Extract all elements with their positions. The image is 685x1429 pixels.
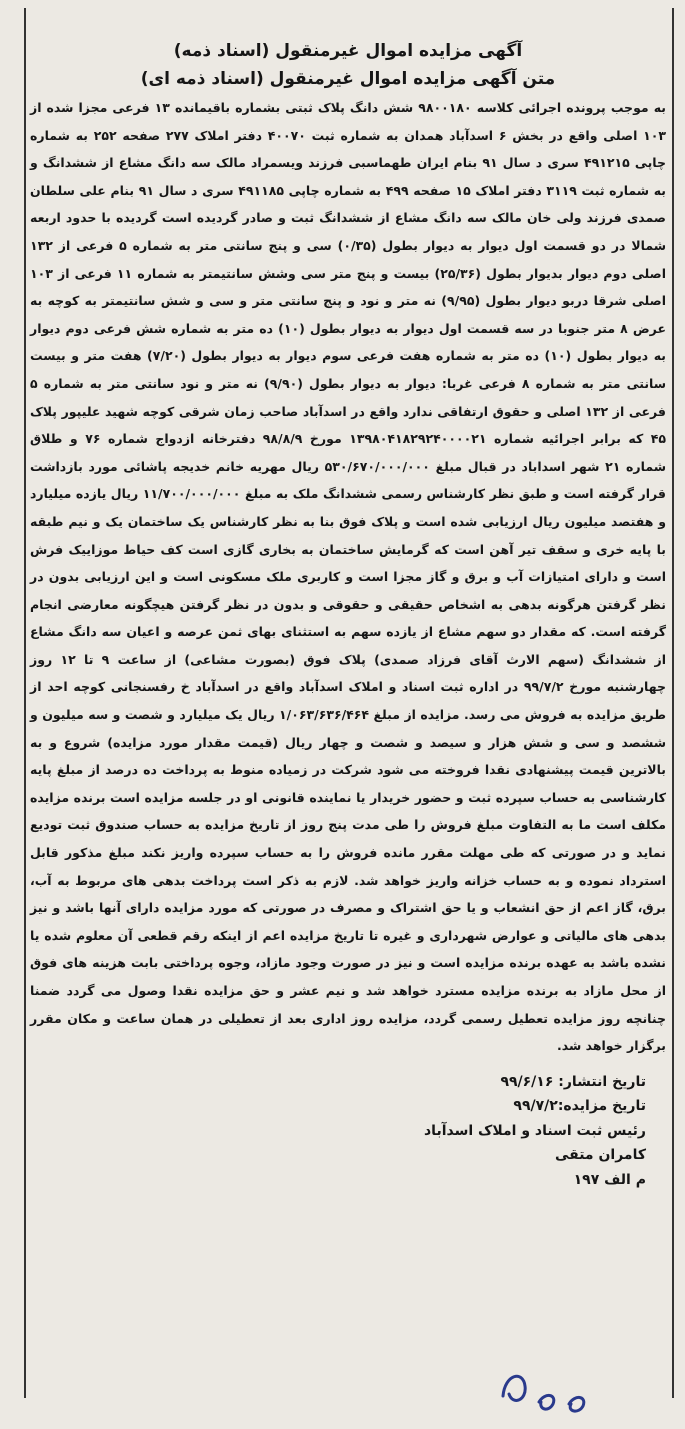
notice-subtitle: متن آگهی مزایده اموال غیرمنقول (اسناد ذمه ای)	[140, 69, 556, 89]
notice-content	[30, 40, 666, 1192]
publish-date: تاریخ انتشار: ۹۹/۶/۱۶	[500, 1073, 646, 1090]
auction-date: تاریخ مزایده:۹۹/۷/۲	[513, 1098, 646, 1115]
notice-title: آگهی مزایده اموال غیرمنقول (اسناد ذمه)	[173, 41, 523, 61]
signer-title: رئیس ثبت اسناد و املاک اسدآباد	[424, 1122, 646, 1139]
notice-body: به موجب پرونده اجرائی کلاسه ۹۸۰۰۱۸۰ شش دانگ پلاک ثبتی بشماره باقیمانده ۱۳ فرعی مجزا شده از ۱۰۳ اصلی واقع در بخش ۶ اسدآباد همدان به شماره ثبت ۴۰۰۷۰ دفتر املاک ۲۷۷ صفحه ۲۵۲ به شماره چاپی ۴۹۱۲۱۵ سری د سال ۹۱ بنام ایران طهماسبی فرزند ویسمراد مالک سه دانگ مشاع از ششدانگ و به شماره ثبت ۳۱۱۹ دفتر املاک ۱۵ صفحه ۴۹۹ به شماره چاپی ۴۹۱۱۸۵ سری د سال ۹۱ بنام علی سلطان صمدی فرزند ولی خان مالک سه دانگ مشاع از ششدانگ ثبت و صادر گردیده است گردیده با حدود اربعه شمالا در دو قسمت اول دیوار به دیوار بطول (۰/۳۵) سی و پنج سانتی متر به شماره ۵ فرعی از ۱۳۲ اصلی دوم دیوار بدیوار بطول (۲۵/۳۶) بیست و پنج متر سی وشش سانتیمتر به شماره ۱۱ فرعی از ۱۰۳ اصلی شرقا دربو دیوار بطول (۹/۹۵) نه متر و نود و پنج سانتی متر و سی و شش سانتیمتر به کوچه به عرض ۸ متر جنوبا در سه قسمت اول دیوار به دیوار بطول (۱۰) ده متر به شماره شش فرعی دوم دیوار به دیوار بطول (۱۰) ده متر به شماره هفت فرعی سوم دیوار به دیوار بطول (۷/۲۰) هفت متر و بیست سانتی متر به شماره ۸ فرعی غربا: دیوار به دیوار بطول (۹/۹۰) نه متر و نود سانتی متر به شماره ۵ فرعی از ۱۳۲ اصلی و حقوق ارتفاقی ندارد واقع در اسدآباد صاحب زمان شرقی کوچه شهید علیپور پلاک ۴۵ که برابر اجرائیه شماره ۱۳۹۸۰۴۱۸۲۹۲۴۰۰۰۰۲۱ مورخ ۹۸/۸/۹ دفترخانه ازدواج شماره ۷۶ و طلاق شماره ۲۱ شهر اسداباد در قبال مبلغ ۵۳۰/۶۷۰/۰۰۰/۰۰۰ ریال مهریه خانم خدیجه پاشائی مورد بازداشت قرار گرفته است و طبق نظر کارشناس رسمی ششدانگ ملک به مبلغ ۱۱/۷۰۰/۰۰۰/۰۰۰ ریال یازده میلیارد و هفتصد میلیون ریال ارزیابی شده است و پلاک فوق بنا به نظر کارشناس یک ساختمان یک و نیم طبقه با پایه خری و سقف تیر آهن است که گرمایش ساختمان به بخاری گازی است کف حیاط موزاییک فرش است و دارای امتیازات آب و برق و گاز مجزا است و کاربری ملک مسکونی است و این ارزیابی بدون در نظر گرفتن هرگونه بدهی به اشخاص حقیقی و حقوقی و بدون در نظر گرفتن هیچگونه معارضی انجام گرفته است. که مقدار دو سهم مشاع از یازده سهم به استثنای بهای ثمن عرصه و اعیان سه دانگ مشاع از ششدانگ (سهم الارث آقای فرزاد صمدی) پلاک فوق (بصورت مشاعی) از ساعت ۹ تا ۱۲ روز چهارشنبه مورخ ۹۹/۷/۲ در اداره ثبت اسناد و املاک اسدآباد واقع در اسدآباد خ رفسنجانی کوچه احد از طریق مزایده به فروش می رسد. مزایده از مبلغ ۱/۰۶۳/۶۳۶/۴۶۴ ریال یک میلیارد و شصت و سه میلیون و ششصد و سی و شش هزار و سیصد و شصت و چهار ریال (قیمت مقدار مورد مزایده) شروع و به بالاترین قیمت پیشنهادی نقدا فروخته می شود شرکت در زمیاده منوط به پرداخت ده درصد از مبلغ پایه کارشناسی به حساب سپرده ثبت و حضور خریدار یا نماینده قانونی او در جلسه مزایده است برنده مزایده مکلف است ما به التفاوت مبلغ فروش را طی مدت پنج روز از تاریخ مزایده به حساب صندوق ثبت تودیع نماید و در صورتی که طی مهلت مقرر مانده فروش را به حساب سپرده واریز نکند مبلغ مذکور قابل استرداد نموده و به حساب خزانه واریز خواهد شد. لازم به ذکر است پرداخت بدهی های مربوط به آب، برق، گاز اعم از حق انشعاب و یا حق اشتراک و مصرف در صورتی که مورد مزایده دارای آنها باشد و نیز بدهی های مالیاتی و عوارض شهرداری و غیره تا تاریخ مزایده اعم از اینکه رقم قطعی آن معلوم شده یا نشده باشد به عهده برنده مزایده است و نیز در صورت وجود مازاد، وجوه پرداختی بابت هزینه های فوق از محل مازاد به برنده مزایده مسترد خواهد شد و نیم عشر و حق مزایده نقدا وصول می گردد ضمنا چنانچه روز مزایده تعطیل رسمی گردد، مزایده روز اداری بعد از تعطیلی در همان ساعت و مکان مقرر برگزار خواهد شد.	[30, 100, 667, 1054]
handwritten-mark	[495, 1356, 605, 1416]
notice-footer	[30, 1070, 666, 1193]
reference-code: م الف ۱۹۷	[573, 1171, 646, 1188]
signer-name: کامران متقی	[554, 1147, 646, 1164]
